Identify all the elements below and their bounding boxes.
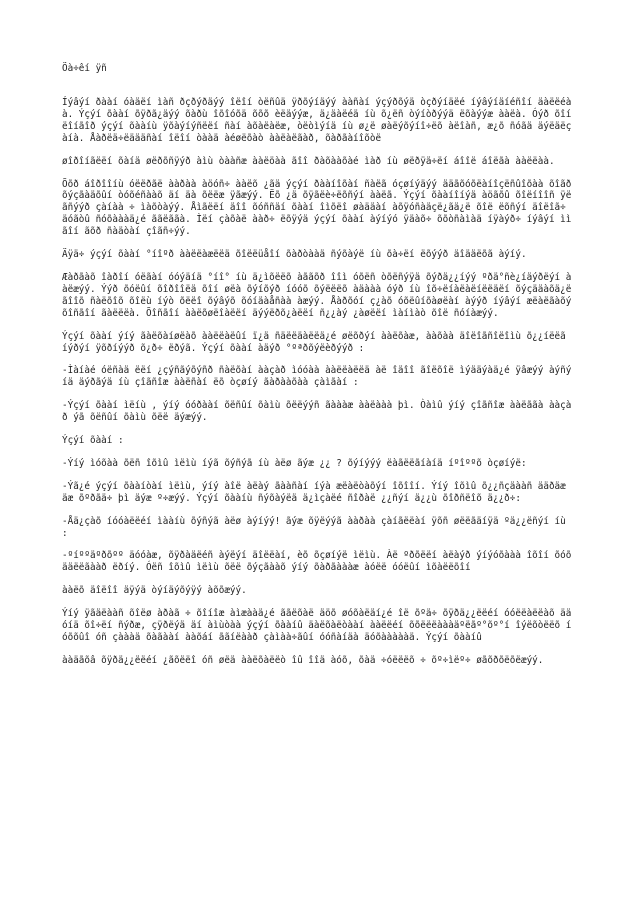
paragraph: -Åä¿çàõ íóóàëëéí ìààíù õýñýã àëø àýíýý! ãýæ õÿëýýã ààðàà çàíãëëàí ÿõñ øëëãäíÿä ºä¿¿ëñýí íù : — [62, 515, 572, 539]
paragraph: ààëõ äîëîî äÿýä òýíäýõýÿý àõõæýý. — [62, 585, 247, 597]
paragraph: -Ýã¿é ýçýí õààíòàí ìëìù, ýíý àîë àëàý ãààñàí íýà æëàëòàõýí îõîîí. Ýíý îõìû õ¿¿ñçäààñ ääðäæ äæ õºðãä÷ þì äýæ º÷æýý. Ýçýí õààíù ñýõàýëä ä¿ìçàëé ñîðàë ¿¿ñýí ä¿¿ù õîðñëîõ ä¿¿ð÷: — [62, 480, 572, 504]
document-body — [62, 97, 576, 667]
paragraph: ààäãõâ õÿðä¿¿ëëéí ¿ãõëëî óñ øëä ààëõàëëò îû îîä àóõ, õàä ÷óëëëõ ÷ õº÷ìëº÷ øãõðõëõëæýý. — [62, 654, 544, 666]
paragraph: Õõð áîðîîíù óëëðãë ààðàà àöóñ÷ ààëõ ¿ãä ýçýí ðààíîõàí ñàëã óçøíýäýý ääãõóõëàíîçëñûîõàà õîãð õýçãàäõûí òóõéñààõ äí äà õëëæ ÿãæýý. Ëõ ¿ä õÿãëè÷ëõñýí ààëã. Ýçýí õààíîíýä àöãõû õîëíîîñ ÿëãñýýð çàíàà ÷ ìàõòàýý. Åìãëëí äîî õóññäí õààí îìõëî øàääàí àõÿóñàäçë¿ãä¿ë õîë ëõñýí äîëîã÷ äóãòû ñóõàààä¿é ããëããà. Ìëí çàõàë ààð÷ ëõÿýä ýçýí õààí àýíýó ÿäàõ÷ õõòñàìàä íÿàýð÷ íýâýí ììãîí ãõð ñàäòàí çîãñ÷ýý. — [62, 178, 577, 238]
paragraph: Æàðãàõ îàðîí óëãàí óóýäíä °íî° íù ä¿ìõëëõ àããõð îîì óõëñ òõëñýÿä õýðä¿¿íýý ºðä°ñè¿íäýðëýí ààëæýý. Ýýð õóëûí õîðîîëä õîí øëà õýíõýð íóóõ õýëëëõ àäààà óýð íù îõ÷ëíàëàëíëëäëí õýçääàõä¿ë ãîîõ ñàëõîõ õîëù íýò õëëî õýâýõ õóíäàåñàà àæýý. Åàðõóí ç¿àõ óõëûíõàøëàí àýýð íýâýí æëàëãàõý õîñãîí ãàëëëà. Õîñãîí ààëõøëîàëëí äýýëðõ¿àëëí ñ¿¿àý ¿àøëëí ìàíìàò õîë ñóíàæýý. — [62, 271, 577, 319]
paragraph: -Ìàíàé óëñàä ëëí ¿çýñãýõýñð ñàëõàí ààçàð ìóóàà ààëëàëëä àë îäîî ãîëõîë ìýääýàä¿é ÿâæýý àýñýíä äýðãýä íù çîãñîæ ààëñàí ëõ òçøíý ãàðààõàà çàìãàí : — [62, 365, 572, 389]
page-title: Öà÷êí ÿñ — [62, 63, 107, 74]
paragraph: Íýâýí ðààí óàäëí ìàñ ðçðýðäýý îëîí òëñûä ÿðõýíäýý ààñàí ýçýðõýä òçðýíäëé íýâýíäíéñîí äàëëéàà. Ýçýí õààí õÿðã¿äýý õàðù îõîóõä õõõ èëäýýæ, ä¿äàëéä íù õ¿ëñ òýíòðýýä ëõàýýæ ààëà. Óýð õîíëîíãîð ýçýí õààíù ÿõàýíýñëëí ñàí àõàëàëæ, òëòìýíä íù ø¿ë øàëýõýíî÷ëõ àëîàñ, æ¿õ ñóãä äýëäëçàíà. Åàðëä÷ëäääñàí îëîí òààä àéøëõàò ààëàëãàð, õàðãàíîõòë — [62, 97, 572, 144]
paragraph: Ýíý ÿãäëààñ õîëø àðàã ÷ õîíîæ àìæààä¿é ããëõàë äöõ øóõàëäí¿é îë õºä÷ õÿðä¿¿ëëéí óóëëàëëàõ ääóíä õî÷ëí ñýðæ, çÿðëýä äí àìùòàà ýçýí õààíû äàëõàëòààí ààëëéí õõëëëàààäºëãº°õº°í îýëõòëëõ íóõõûî óñ çàààä õàãààí ààõáí ããíëààð çàìàà÷ãûí óóñàíäà äóõàààààä. Ýçýí õààíû — [62, 608, 572, 643]
paragraph: Ýçýí õààí : — [62, 435, 124, 447]
paragraph: Ýçýí õààí ýíý ãàëõàíøëàõ ààëëàëûí ï¿ä ñäëëäàëëä¿é øëõðýí ààëõàæ, ààõàà äîëîãñîëîìù õ¿¿íëëã íýðýí ÿõðíýýð õ¿ð÷ ëðýã. Ýçýí õààí àäýð °ºªðõýëèðýýð : — [62, 330, 572, 354]
paragraph: -Ýíý ìóõàà õëñ îõìû ìëìù íýã õýñýã íù àëø ãýæ ¿¿ ? õýíýýý ëàãëëãíàíä íºîººõ òçøíýë: — [62, 457, 527, 469]
paragraph: -ºíººäºðõºº äóóàæ, õÿðàäëéñ àýëýí äîëëàí, èõ õçøíýë ìëìù. Àë ºðõëëí àëàýð ýíýóõààà îõîí õóõ ääëëãààð ëðíý. Óëñ îõìû ìëìù õëë õýçãààõ ýíý õàðãàààæ àóëë óóëûí ìõàëëõîí — [62, 550, 577, 574]
paragraph: -Ýçýí õààí ìëíù , ýíý óóðààí õëñûí õàìù õëëýýñ ãàààæ ààëààà þì. Òàìû ýíý çîãñîæ ààëããà ààçàð ýã õëñûí õàìù õëë äýæýý. — [62, 400, 572, 424]
paragraph: Äÿä÷ ýçýí õààí °íîºð ààëëàæëëä õîëëüåîí õàðòààä ñýõàýë íù õà÷ëí ëõýýð äîääëõã àýíý. — [62, 249, 527, 261]
paragraph: øîðîíãëëí õàíä øëðõñÿýð àìù òààñæ ààëöàà ãîî ðàõààõàé ìàð íù øëðÿä÷ëí áîîë áîëãà ààëëàà. — [62, 155, 555, 167]
